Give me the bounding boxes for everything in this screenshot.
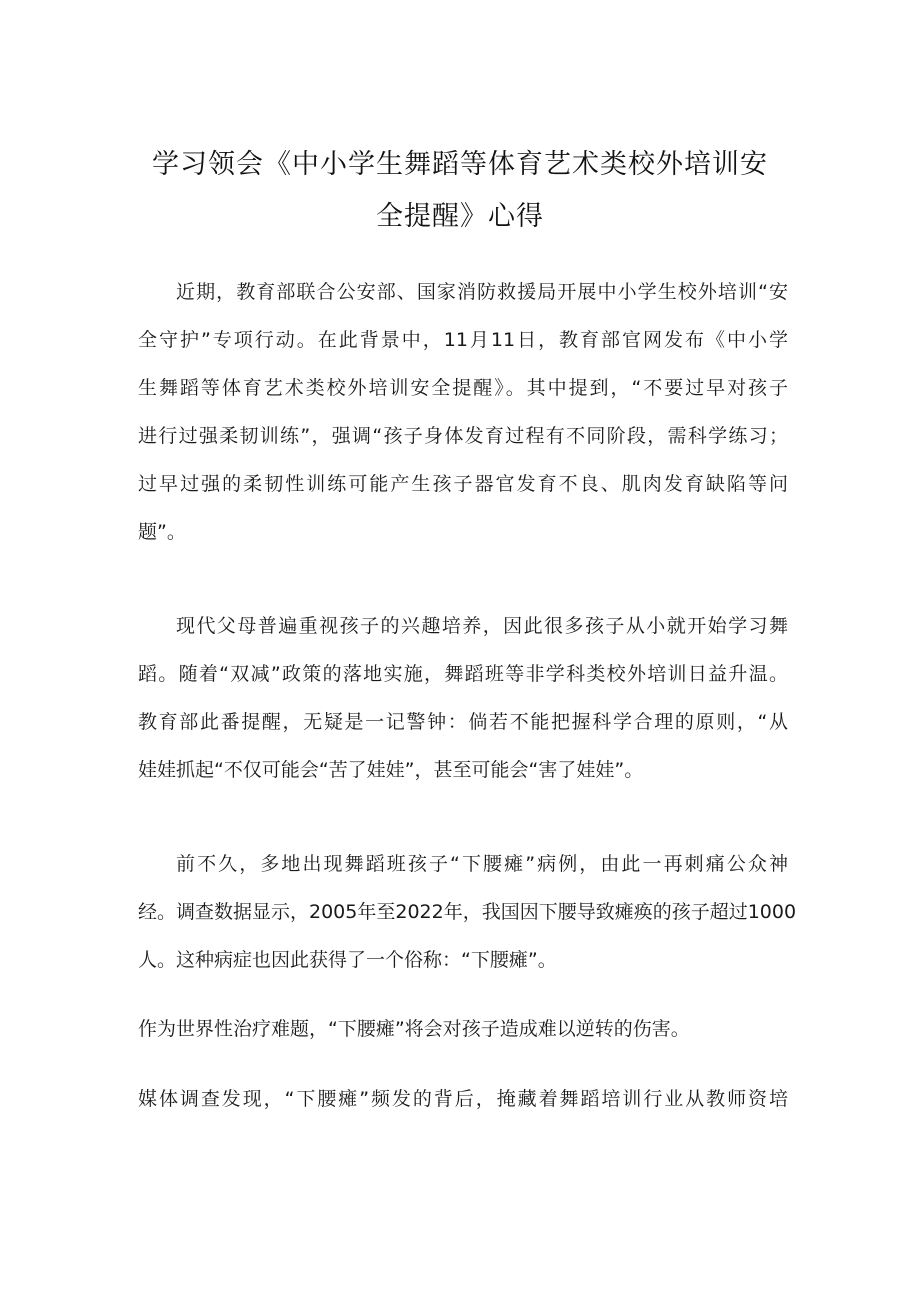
paragraph-5-line-1: 媒体调查发现，“下腰瘫”频发的背后，掩藏着舞蹈培训行业从教师资培 [138, 1088, 788, 1110]
paragraph-2-line-3: 教育部此番提醒，无疑是一记警钟：倘若不能把握科学合理的原则，“从 [138, 711, 788, 733]
paragraph-3-line-1: 前不久，多地出现舞蹈班孩子“下腰瘫”病例，由此一再刺痛公众神 [176, 853, 788, 875]
paragraph-2-line-2: 蹈。随着“双减”政策的落地实施，舞蹈班等非学科类校外培训日益升温。 [138, 663, 788, 685]
paragraph-2-line-1: 现代父母普遍重视孩子的兴趣培养，因此很多孩子从小就开始学习舞 [176, 615, 788, 637]
paragraph-1-line-5: 过早过强的柔韧性训练可能产生孩子器官发育不良、肌肉发育缺陷等问 [138, 473, 788, 495]
document-title-line-2: 全提醒》心得 [376, 201, 544, 232]
paragraph-3-line-3: 人。这种病症也因此获得了一个俗称：“下腰瘫”。 [138, 949, 557, 971]
paragraph-1-line-6: 题”。 [138, 521, 186, 543]
document-title-line-1: 学习领会《中小学生舞蹈等体育艺术类校外培训安 [152, 149, 768, 180]
paragraph-1-line-1: 近期，教育部联合公安部、国家消防救援局开展中小学生校外培训“安 [176, 281, 788, 303]
paragraph-4-line-1: 作为世界性治疗难题，“下腰瘫”将会对孩子造成难以逆转的伤害。 [138, 1018, 690, 1040]
paragraph-2-line-4: 娃娃抓起“不仅可能会“苦了娃娃”，甚至可能会“害了娃娃”。 [138, 759, 644, 781]
paragraph-1-line-2: 全守护”专项行动。在此背景中，11月11日，教育部官网发布《中小学 [138, 329, 788, 351]
paragraph-3-line-2: 经。调查数据显示，2005年至2022年，我国因下腰导致瘫痪的孩子超过1000 [138, 901, 797, 923]
paragraph-1-line-4: 进行过强柔韧训练”，强调“孩子身体发育过程有不同阶段，需科学练习； [138, 425, 788, 447]
paragraph-1-line-3: 生舞蹈等体育艺术类校外培训安全提醒》。其中提到，“不要过早对孩子 [138, 377, 788, 399]
